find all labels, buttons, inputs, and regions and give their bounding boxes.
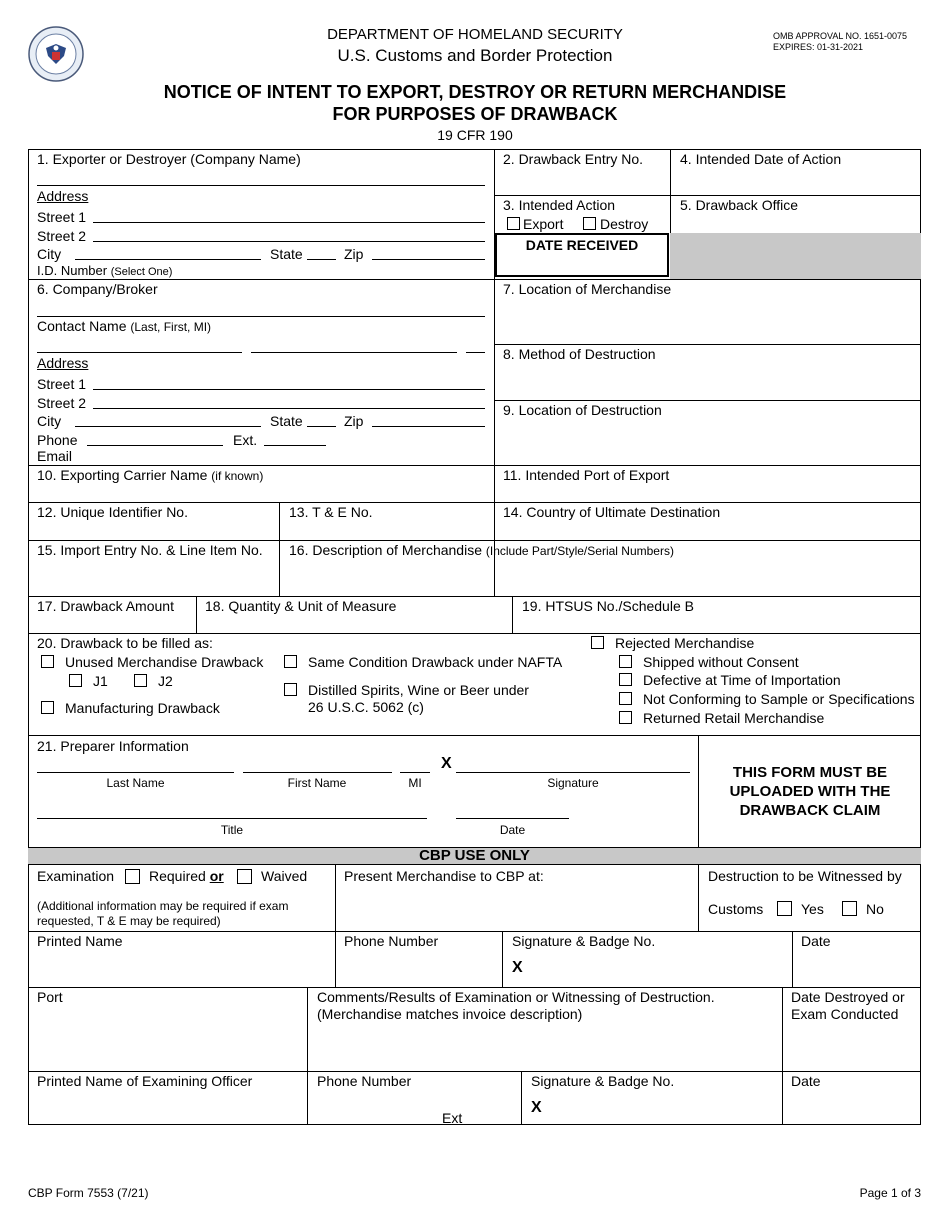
destroy-checkbox[interactable] — [583, 217, 596, 230]
same-condition-label: Same Condition Drawback under NAFTA — [308, 654, 563, 670]
contact-last-input[interactable] — [37, 352, 242, 353]
phone-6-label: Phone — [37, 432, 78, 448]
field-1-company-name[interactable] — [37, 185, 485, 186]
department-name: DEPARTMENT OF HOMELAND SECURITY — [327, 26, 623, 43]
port-label: Port — [37, 989, 63, 1005]
manufacturing-checkbox[interactable] — [41, 701, 54, 714]
ext-6-input[interactable] — [264, 445, 326, 446]
phone-6-input[interactable] — [87, 445, 223, 446]
preparer-mi-input[interactable] — [400, 772, 430, 773]
form-number: CBP Form 7553 (7/21) — [28, 1186, 149, 1200]
form-cfr: 19 CFR 190 — [437, 127, 513, 143]
street1-6-label: Street 1 — [37, 376, 87, 392]
city-1-label: City — [37, 246, 62, 262]
city-1-input[interactable] — [75, 259, 261, 260]
cbp-date-label: Date — [801, 933, 831, 949]
printed-name-label: Printed Name — [37, 933, 123, 949]
unused-merchandise-checkbox[interactable] — [41, 655, 54, 668]
rejected-merchandise-checkbox[interactable] — [591, 636, 604, 649]
field-11-label: 11. Intended Port of Export — [503, 467, 670, 483]
must-upload-line1: THIS FORM MUST BE — [732, 764, 888, 781]
export-label: Export — [523, 216, 564, 232]
field-20-label: 20. Drawback to be filled as: — [37, 635, 213, 651]
preparer-signature-x: X — [441, 755, 452, 772]
must-upload-line3: DRAWBACK CLAIM — [739, 802, 881, 819]
street1-1-input[interactable] — [93, 222, 485, 223]
date-destroyed-label-1: Date Destroyed or — [791, 989, 905, 1005]
field-19-label: 19. HTSUS No./Schedule B — [522, 598, 694, 614]
city-6-label: City — [37, 413, 62, 429]
officer-signature-x: X — [531, 1099, 542, 1116]
field-15-label: 15. Import Entry No. & Line Item No. — [37, 542, 263, 558]
office-use-shading — [670, 233, 921, 279]
field-7-label: 7. Location of Merchandise — [503, 281, 672, 297]
destroy-label: Destroy — [600, 216, 649, 232]
exam-required-label: Required or — [149, 868, 224, 884]
contact-mi-input[interactable] — [466, 352, 485, 353]
officer-ext-label: Ext — [442, 1110, 463, 1126]
defective-checkbox[interactable] — [619, 673, 632, 686]
examination-label: Examination — [37, 868, 115, 884]
field-2-label: 2. Drawback Entry No. — [503, 151, 644, 167]
state-6-input[interactable] — [307, 426, 336, 427]
shipped-without-consent-label: Shipped without Consent — [643, 654, 799, 670]
must-upload-line2: UPLOADED WITH THE — [729, 783, 891, 800]
export-checkbox[interactable] — [507, 217, 520, 230]
field-16-label: 16. Description of Merchandise (Include Part/Style/Serial Numbers) — [289, 542, 674, 558]
company-broker-input[interactable] — [37, 316, 485, 317]
j2-checkbox[interactable] — [134, 674, 147, 687]
defective-label: Defective at Time of Importation — [643, 672, 841, 688]
exam-note-line1: (Additional information may be required if exam — [37, 899, 289, 913]
field-9-label: 9. Location of Destruction — [503, 402, 662, 418]
witness-yes-checkbox[interactable] — [777, 901, 792, 916]
same-condition-checkbox[interactable] — [284, 655, 297, 668]
rejected-merchandise-label: Rejected Merchandise — [615, 635, 755, 651]
contact-first-input[interactable] — [251, 352, 457, 353]
state-1-label: State — [270, 246, 303, 262]
omb-expires: EXPIRES: 01-31-2021 — [773, 42, 864, 52]
customs-label: Customs — [708, 901, 764, 917]
first-name-caption: First Name — [287, 776, 347, 790]
returned-retail-checkbox[interactable] — [619, 711, 632, 724]
ext-6-label: Ext. — [233, 432, 258, 448]
street2-1-input[interactable] — [93, 241, 485, 242]
field-13-label: 13. T & E No. — [289, 504, 373, 520]
mi-caption: MI — [408, 776, 422, 790]
witness-yes-label: Yes — [801, 901, 824, 917]
page-number: Page 1 of 3 — [859, 1186, 921, 1200]
title-caption: Title — [220, 823, 244, 837]
comments-label-1: Comments/Results of Examination or Witnessing of Destruction. — [317, 989, 715, 1005]
last-name-caption: Last Name — [106, 776, 165, 790]
contact-name-label: Contact Name (Last, First, MI) — [37, 318, 212, 334]
preparer-date-input[interactable] — [456, 818, 569, 819]
field-3-label: 3. Intended Action — [503, 197, 616, 213]
witnessed-by-label: Destruction to be Witnessed by — [708, 868, 902, 884]
officer-phone-label: Phone Number — [317, 1073, 412, 1089]
agency-name: U.S. Customs and Border Protection — [337, 46, 613, 65]
preparer-signature-input[interactable] — [456, 772, 690, 773]
field-1-label: 1. Exporter or Destroyer (Company Name) — [37, 151, 301, 167]
field-4-label: 4. Intended Date of Action — [680, 151, 842, 167]
preparer-last-name-input[interactable] — [37, 772, 234, 773]
j2-label: J2 — [158, 673, 173, 689]
date-destroyed-label-2: Exam Conducted — [791, 1006, 899, 1022]
not-conforming-checkbox[interactable] — [619, 692, 632, 705]
signature-caption: Signature — [547, 776, 599, 790]
field-21-label: 21. Preparer Information — [37, 738, 189, 754]
state-1-input[interactable] — [307, 259, 336, 260]
form-title-line1: NOTICE OF INTENT TO EXPORT, DESTROY OR RETURN MERCHANDISE — [163, 82, 787, 102]
exam-waived-label: Waived — [261, 868, 308, 884]
street1-6-input[interactable] — [93, 389, 485, 390]
not-conforming-label: Not Conforming to Sample or Specifications — [643, 691, 915, 707]
returned-retail-label: Returned Retail Merchandise — [643, 710, 825, 726]
preparer-title-input[interactable] — [37, 818, 427, 819]
witness-no-label: No — [866, 901, 884, 917]
officer-signature-label: Signature & Badge No. — [531, 1073, 675, 1089]
address-1-label: Address — [37, 188, 89, 204]
zip-1-input[interactable] — [372, 259, 485, 260]
exam-waived-checkbox[interactable] — [237, 869, 252, 884]
exam-required-checkbox[interactable] — [125, 869, 140, 884]
j1-label: J1 — [93, 673, 108, 689]
officer-date-label: Date — [791, 1073, 821, 1089]
date-received-label: DATE RECEIVED — [525, 237, 639, 253]
phone-number-label: Phone Number — [344, 933, 439, 949]
distilled-spirits-label-1: Distilled Spirits, Wine or Beer under — [308, 682, 529, 698]
omb-approval: OMB APPROVAL NO. 1651-0075 — [773, 31, 908, 41]
field-17-label: 17. Drawback Amount — [37, 598, 174, 614]
field-8-label: 8. Method of Destruction — [503, 346, 656, 362]
address-6-label: Address — [37, 355, 89, 371]
shipped-without-consent-checkbox[interactable] — [619, 655, 632, 668]
preparer-first-name-input[interactable] — [243, 772, 392, 773]
distilled-spirits-label-2: 26 U.S.C. 5062 (c) — [308, 699, 424, 715]
j1-checkbox[interactable] — [69, 674, 82, 687]
manufacturing-label: Manufacturing Drawback — [65, 700, 220, 716]
street2-6-input[interactable] — [93, 408, 485, 409]
examining-officer-label: Printed Name of Examining Officer — [37, 1073, 253, 1089]
field-12-label: 12. Unique Identifier No. — [37, 504, 188, 520]
field-10-label: 10. Exporting Carrier Name (if known) — [37, 467, 264, 483]
comments-label-2: (Merchandise matches invoice description) — [317, 1006, 583, 1022]
field-18-label: 18. Quantity & Unit of Measure — [205, 598, 397, 614]
zip-1-label: Zip — [344, 246, 364, 262]
street1-1-label: Street 1 — [37, 209, 87, 225]
signature-badge-label: Signature & Badge No. — [512, 933, 656, 949]
distilled-spirits-checkbox[interactable] — [284, 683, 297, 696]
date-caption: Date — [499, 823, 526, 837]
field-5-label: 5. Drawback Office — [680, 197, 799, 213]
form-title-line2: FOR PURPOSES OF DRAWBACK — [332, 104, 618, 124]
present-merchandise-label: Present Merchandise to CBP at: — [344, 868, 544, 884]
cbp-use-only-heading: CBP USE ONLY — [419, 847, 530, 864]
street2-1-label: Street 2 — [37, 228, 87, 244]
field-14-label: 14. Country of Ultimate Destination — [503, 504, 721, 520]
witness-no-checkbox[interactable] — [842, 901, 857, 916]
zip-6-input[interactable] — [372, 426, 485, 427]
exam-note-line2: requested, T & E may be required) — [37, 914, 221, 928]
id-number-label[interactable]: I.D. Number (Select One) — [37, 263, 173, 278]
email-6-label: Email — [37, 448, 73, 464]
street2-6-label: Street 2 — [37, 395, 87, 411]
state-6-label: State — [270, 413, 303, 429]
zip-6-label: Zip — [344, 413, 364, 429]
unused-merchandise-label: Unused Merchandise Drawback — [65, 654, 264, 670]
field-6-label: 6. Company/Broker — [37, 281, 158, 297]
signature-badge-x: X — [512, 959, 523, 976]
city-6-input[interactable] — [75, 426, 261, 427]
